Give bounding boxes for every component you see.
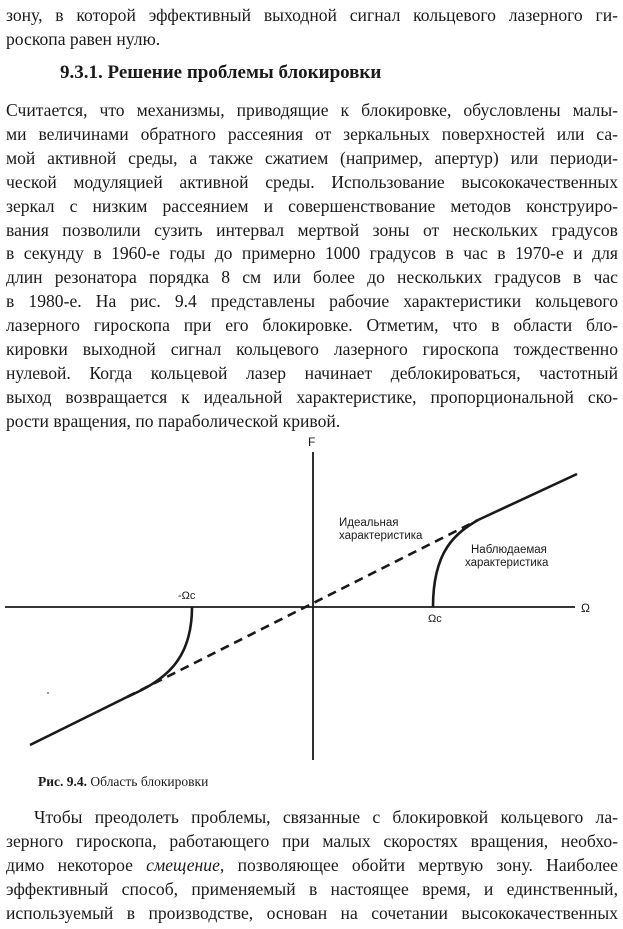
pos-omega-c-label: Ωc [428,613,442,625]
paragraph-intro [6,4,618,52]
text-line: длин резонатора порядка 8 см или более до нескольких градусов в час [6,267,618,288]
caption-label: Рис. 9.4. [38,774,88,789]
text-line: зерного гироскопа, работающего при малых скоростях вращения, необхо- [6,830,618,851]
text-line: в 1980-е. На рис. 9.4 представлены рабочие характеристики кольцевого [6,291,618,312]
emphasis-term: смещение [146,854,220,875]
observed-curve-left [127,607,192,697]
paragraph-main [6,99,618,434]
neg-omega-c-label: -Ωc [178,590,196,602]
text-line: лазерного гироскопа при его блокировке. Отметим, что в области бло- [6,315,618,336]
text-line: зеркал с низким рассеянием и совершенствование методов конструиро- [6,195,618,216]
text-line: ми величинами обратного рассеяния от зеркальных поверхностей или са- [6,123,618,144]
x-axis-label: Ω [581,601,590,615]
ideal-label-line2: характеристика [339,530,423,542]
text-line: кировки выходной сигнал кольцевого лазерного гироскопа тождественно [6,339,618,360]
text-line: Чтобы преодолеть проблемы, связанные с блокировкой кольцевого ла- [34,807,618,827]
paragraph-bottom [6,806,618,926]
y-axis-label: F [308,435,316,449]
section-heading: 9.3.1. Решение проблемы блокировки [60,62,382,83]
ideal-characteristic-dashed [127,520,478,697]
text-line: эффективный способ, применяемый в настоящее время, и единственный, [6,878,618,899]
figure-caption [38,774,208,790]
observed-line-upper [478,474,577,520]
text-run: димо некоторое [6,854,147,875]
text-line: вания позволили сузить интервал мертвой зоны от нескольких градусов [6,219,618,240]
text-line: мой активной среды, а также сжатием (например, апертур) или периоди- [6,147,618,168]
ideal-label-line1: Идеальная [339,517,399,529]
text-line: выход возвращается к идеальной характеристике, пропорциональной ско- [6,386,618,407]
text-line: роскопа равен нулю. [6,28,161,49]
text-line: нулевой. Когда кольцевой лазер начинает деблокироваться, частотный [6,362,618,383]
text-line: используемый в производстве, основан на сочетании высококачественных [6,902,618,923]
caption-text: Область блокировки [90,774,209,789]
observed-line-lower [30,697,127,745]
text-line: в секунду в 1960-е годы до примерно 1000 градусов в час в 1970-е и для [6,243,618,264]
text-line: зону, в которой эффективный выходной сигнал кольцевого лазерного ги- [6,5,618,25]
lock-in-figure [0,430,623,775]
text-line: ческой модуляцией активной среды. Использование высококачественных [6,171,618,192]
text-line: Считается, что механизмы, приводящие к блокировке, обусловлены малы- [6,100,618,120]
scan-speck [47,692,49,694]
text-line: рости вращения, по параболической кривой. [6,410,341,431]
observed-label-line2: характеристика [465,557,549,569]
text-run: , позволяющее обойти мертвую зону. Наиболее [219,854,618,875]
text-line [6,854,618,878]
observed-label-line1: Наблюдаемая [471,544,547,556]
